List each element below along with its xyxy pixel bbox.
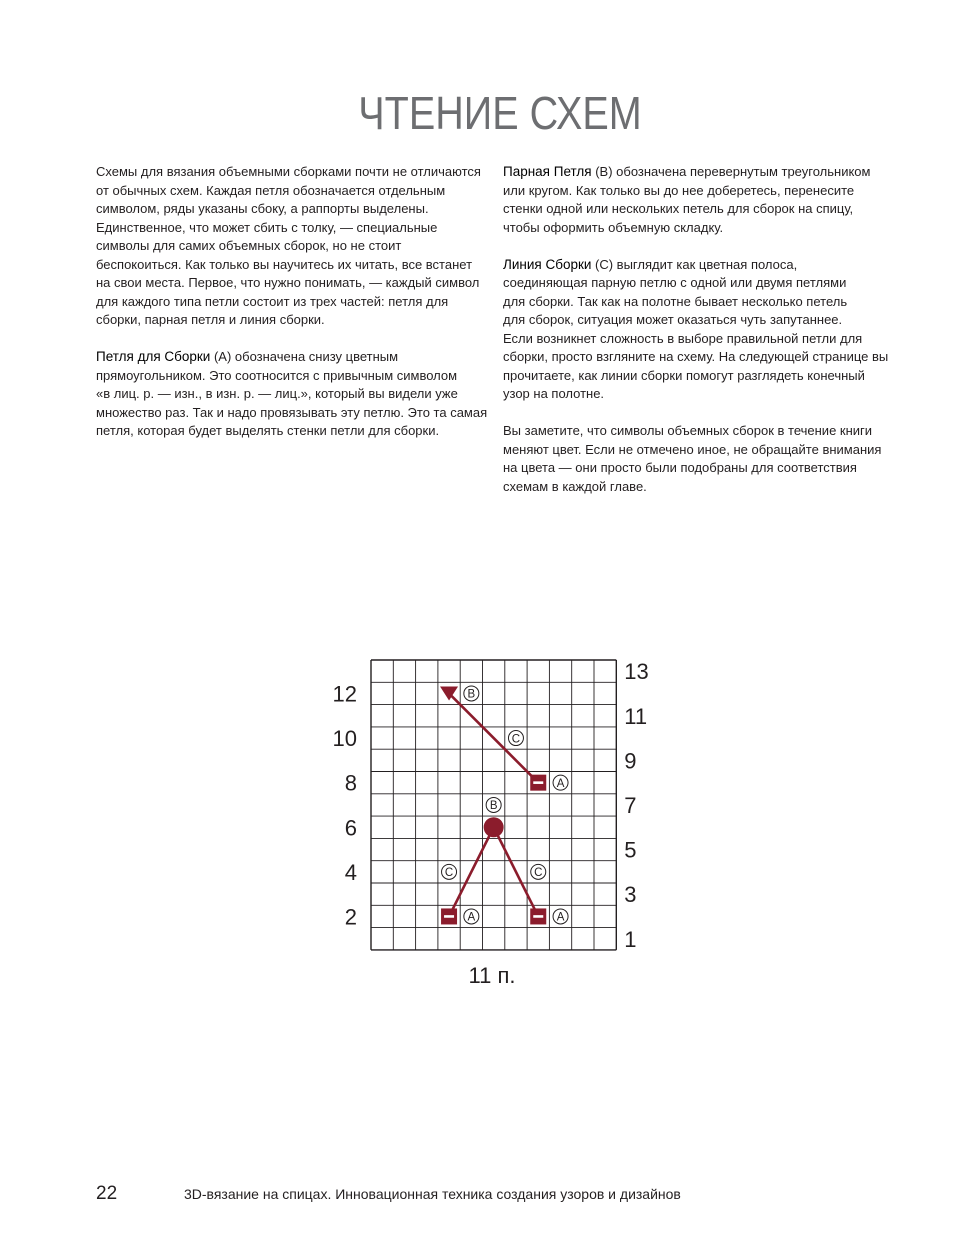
label-letter: A	[556, 777, 565, 790]
stitch-count-label: 11 п.	[468, 963, 516, 988]
row-label-left: 4	[344, 859, 357, 885]
gather-stitch-text: (A) обозначена снизу цветным прямоугольником. Это соотносится с привычным символом «в лиц. р. — изн., в изн. р. — лиц.», который вы видели уже множество раз. Так и надо провязывать эту петлю. Это та самая петля, которая будет выделять стенки петли для сборки.	[96, 349, 488, 438]
gather-line-label	[442, 864, 457, 879]
row-label-right: 5	[624, 837, 637, 863]
row-label-right: 3	[624, 882, 637, 908]
gather-line-text: (C) выглядит как цветная полоса, соединяющая парную петлю с одной или двумя петлями для сборки. Так как на полотне бывает несколько петель для сборок, ситуация может оказаться чуть запутаннее. Если возникнет сложность в выборе правильной петли для сборки, просто взгляните на схему. На следующей странице вы прочитаете, как линии сборки помогут разглядеть конечный узор на полотне.	[503, 256, 889, 401]
row-label-right: 1	[624, 926, 637, 952]
book-title: 3D-вязание на спицах. Инновационная техника создания узоров и дизайнов	[184, 1186, 681, 1202]
gather-stitch-label	[464, 909, 479, 924]
row-label-right: 9	[624, 748, 637, 774]
gather-stitch-dash	[533, 915, 543, 918]
label-letter: A	[556, 911, 565, 924]
row-label-right: 7	[624, 792, 637, 818]
label-letter: C	[534, 867, 543, 880]
label-letter: C	[444, 867, 454, 880]
gather-stitch-label	[553, 775, 568, 790]
partner-stitch-label	[464, 686, 479, 701]
page-title: ЧТЕНИЕ СХЕМ	[358, 87, 642, 139]
partner-stitch-circle	[484, 817, 504, 837]
label-letter: B	[489, 800, 498, 813]
label-letter: C	[511, 733, 521, 746]
partner-stitch-label	[486, 797, 501, 812]
color-note-paragraph: Вы заметите, что символы объемных сборок в течение книги меняют цвет. Если не отмечено иное, не обращайте внимания на цвета — они просто были подобраны для соответствия схемам в каждой главе.	[503, 423, 882, 494]
gather-line	[449, 693, 538, 782]
row-label-left: 10	[332, 726, 357, 752]
row-label-left: 6	[344, 815, 357, 841]
label-letter: A	[467, 911, 476, 924]
gather-line-term: Линия Сборки	[503, 256, 592, 272]
chart-labels	[333, 659, 649, 952]
gather-stitch-dash	[444, 915, 454, 918]
gather-stitch-dash	[533, 781, 543, 784]
intro-paragraph: Схемы для вязания объемными сборками почти не отличаются от обычных схем. Каждая петля обозначается отдельным символом, ряды указаны сбоку, а раппорты выделены. Единственное, что может сбить с толку, — специальные символы для самих объемных сборок, но не стоит беспокоиться. Как только вы научитесь их читать, все встанет на свои места. Первое, что нужно понимать, — каждый символ для каждого типа петли состоит из трех частей: петля для сборки, парная петля и линия сборки.	[96, 164, 481, 327]
gather-stitch-label	[553, 909, 568, 924]
label-letter: B	[467, 688, 476, 701]
row-label-left: 8	[344, 770, 357, 796]
gather-line-label	[531, 864, 546, 879]
page-number: 22	[96, 1183, 118, 1204]
row-label-left: 2	[344, 904, 357, 930]
row-label-right: 11	[624, 703, 648, 729]
row-label-left: 12	[332, 681, 357, 707]
gather-stitch-term: Петля для Сборки	[96, 349, 211, 364]
gather-line-label	[508, 731, 523, 746]
partner-stitch-text: (B) обозначена перевернутым треугольником или кругом. Как только вы до нее доберетесь, перенесите стенки одной или нескольких петель для сборок на спицу, чтобы оформить объемную складку.	[503, 164, 871, 235]
partner-stitch-term: Парная Петля	[503, 164, 592, 179]
row-label-right: 13	[624, 659, 649, 685]
